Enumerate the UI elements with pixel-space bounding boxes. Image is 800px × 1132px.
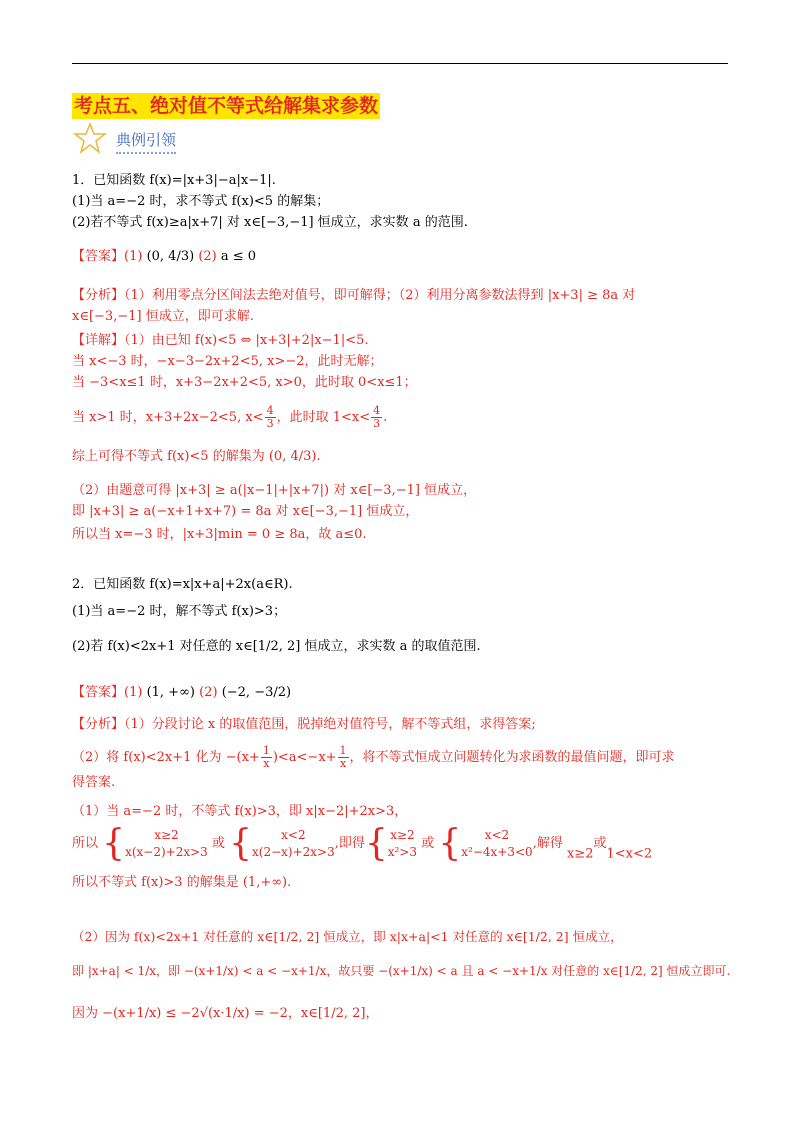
so-word: ,即得: [334, 836, 365, 851]
p1-detail-7: 即 |x+3| ≥ a(−x+1+x+7) = 8a 对 x∈[−3,−1] 恒成立，: [72, 504, 419, 519]
p2-answer-label: 【答案】: [72, 685, 125, 700]
p1-detail-5: [72, 448, 321, 466]
p1-answer-2: (2): [198, 249, 217, 264]
p2-detail-6: 因为 −(x+1/x) ≤ −2√(x·1/x) = −2，x∈[1/2, 2]，: [72, 1006, 379, 1021]
p2-analysis-2: [72, 745, 675, 770]
system-3: [388, 827, 417, 861]
sys2-b: x(2−x)+2x>3: [252, 845, 335, 859]
p1-answer-label: 【答案】: [72, 249, 125, 264]
p1-answer-1-math: (0, 4/3): [146, 249, 195, 264]
p2-q2a: (2)若 f(x)<2x+1 对任意的 x∈: [72, 639, 253, 654]
p1-answer: [72, 248, 256, 266]
p2-analysis-1: （1）分段讨论 x 的取值范围，脱掉绝对值符号，解不等式组，求得答案;: [124, 717, 536, 732]
or-word: 或: [421, 836, 435, 851]
frac-1-x: $\frac{1}{x}$: [339, 744, 347, 770]
p2-answer-1: (1): [124, 685, 143, 700]
p1-q2: (2)若不等式 f(x)≥a|x+7| 对 x∈[−3,−1] 恒成立，求实数 a 的范围.: [72, 215, 468, 230]
or-word: 或: [211, 836, 225, 851]
system-1: [125, 827, 208, 861]
p1-answer-1: (1): [124, 249, 143, 264]
p1-detail-1: （1）由已知 f(x)<5 ⇔ |x+3|+2|x−1|<5.: [124, 333, 369, 348]
p1-detail-5a: 综上可得不等式 f(x)<5 的解集为: [72, 449, 265, 464]
p2-detail-3: 所以不等式 f(x)>3 的解集是 (1,+∞).: [72, 875, 292, 890]
p1-detail-8: 所以当 x=−3 时，|x+3|min = 0 ≥ 8a，故 a≤0.: [72, 527, 367, 542]
p1-analysis-a: [72, 287, 635, 305]
p1-answer-2-math: a ≤ 0: [220, 249, 257, 264]
p1-detail-label: 【详解】: [72, 333, 125, 348]
sol-a: x≥2: [566, 846, 594, 862]
p2-answer-1-math: (1, +∞): [146, 685, 195, 700]
or-word: 或: [593, 836, 607, 851]
p2-detail-1: （1）当 a=−2 时，不等式 f(x)>3，即 x|x−2|+2x>3，: [72, 804, 408, 819]
p2-analysis-label: 【分析】: [72, 717, 125, 732]
p2-answer: [72, 684, 291, 702]
p2-analysis-2a: （2）将 f(x)<2x+1 化为 −(x+: [72, 750, 260, 765]
sys1-b: x(x−2)+2x>3: [125, 845, 208, 859]
p2-q2: [72, 638, 481, 656]
sys3-b: x²>3: [387, 845, 418, 859]
system-2: [252, 827, 335, 861]
sys2-a: x<2: [281, 828, 306, 842]
p1-detail-4a: 当 x>1 时，x+3+2x−2<5, x<: [72, 410, 264, 425]
p1-detail-2: 当 x<−3 时，−x−3−2x+2<5, x>−2，此时无解；: [72, 354, 383, 369]
sys1-a: x≥2: [154, 828, 179, 842]
p1-detail-6: （2）由题意可得 |x+3| ≥ a(|x−1|+|x+7|) 对 x∈[−3,−1] 恒成立，: [72, 483, 477, 498]
sys4-b: x²−4x+3<0: [461, 845, 533, 859]
p1-detail-4b: ，此时取 1<x<: [276, 410, 371, 425]
brace: {: [364, 823, 388, 864]
system-4: [461, 827, 532, 861]
p1-analysis-b: x∈[−3,−1] 恒成立，即可求解.: [72, 309, 254, 324]
p1-detail-4: 当 x>1 时，x+3+2x−2<5, x< $\frac{4}{3}$ ，此时取 1<x< $\frac{4}{3}$ .: [72, 404, 388, 430]
p2-detail-2: [72, 823, 653, 870]
p2-q2b: [1/2, 2] 恒成立，求实数 a 的取值范围.: [252, 639, 481, 654]
p1-stem: 1．已知函数 f(x)=|x+3|−a|x−1|.: [72, 173, 276, 188]
brace: {: [229, 823, 252, 864]
brace: {: [102, 823, 126, 864]
brace: {: [438, 823, 462, 864]
p1-detail-3: 当 −3<x≤1 时，x+3−2x+2<5, x>0，此时取 0<x≤1；: [72, 375, 417, 390]
p2-detail-2-prefix: 所以: [72, 836, 99, 851]
p2-analysis-2c: ，将不等式恒成立问题转化为求函数的最值问题，即可求: [349, 750, 675, 765]
sol-b: 1<x<2: [606, 846, 653, 862]
p2-stem: 2．已知函数 f(x)=x|x+a|+2x(a∈R).: [72, 577, 293, 592]
p2-detail-4: （2）因为 f(x)<2x+1 对任意的 x∈[1/2, 2] 恒成立，即 x|x+a|<1 对任意的 x∈[1/2, 2] 恒成立，: [72, 929, 623, 944]
frac-4-3: $\frac{4}{3}$: [266, 404, 274, 430]
p2-detail-5: 即 |x+a| < 1/x，即 −(x+1/x) < a < −x+1/x，故只要 −(x+1/x) < a 且 a < −x+1/x 对任意的 x∈[1/2, 2] 恒成立即可.: [72, 964, 731, 978]
section-title: 考点五、绝对值不等式给解集求参数: [74, 95, 379, 117]
p2-q1: (1)当 a=−2 时，解不等式 f(x)>3；: [72, 604, 287, 619]
p2-analysis-2b: )<a<−x+: [272, 750, 337, 765]
p2-analysis-1-line: [72, 716, 536, 734]
p1-analysis-label: 【分析】: [72, 288, 125, 303]
frac-4-3: $\frac{4}{3}$: [373, 404, 381, 430]
p1-detail-1-line: [72, 332, 369, 350]
star-icon: [72, 122, 108, 154]
solve-word: ,解得: [532, 836, 563, 851]
top-rule: [72, 63, 728, 64]
p1-detail-5b: (0, 4/3).: [268, 449, 321, 464]
p1-analysis-text-a: （1）利用零点分区间法去绝对值号，即可解得；（2）利用分离参数法得到 |x+3| ≥ 8a 对: [124, 288, 636, 303]
sub-title: 典例引领: [116, 129, 176, 154]
sys3-a: x≥2: [390, 828, 415, 842]
p2-analysis-3: 得答案.: [72, 775, 116, 790]
frac-1-x: $\frac{1}{x}$: [262, 744, 270, 770]
p1-q1: (1)当 a=−2 时，求不等式 f(x)<5 的解集；: [72, 194, 330, 209]
sys4-a: x<2: [484, 828, 510, 842]
p2-answer-2-math: (−2, −3/2): [221, 685, 292, 700]
p2-answer-2: (2): [199, 685, 218, 700]
